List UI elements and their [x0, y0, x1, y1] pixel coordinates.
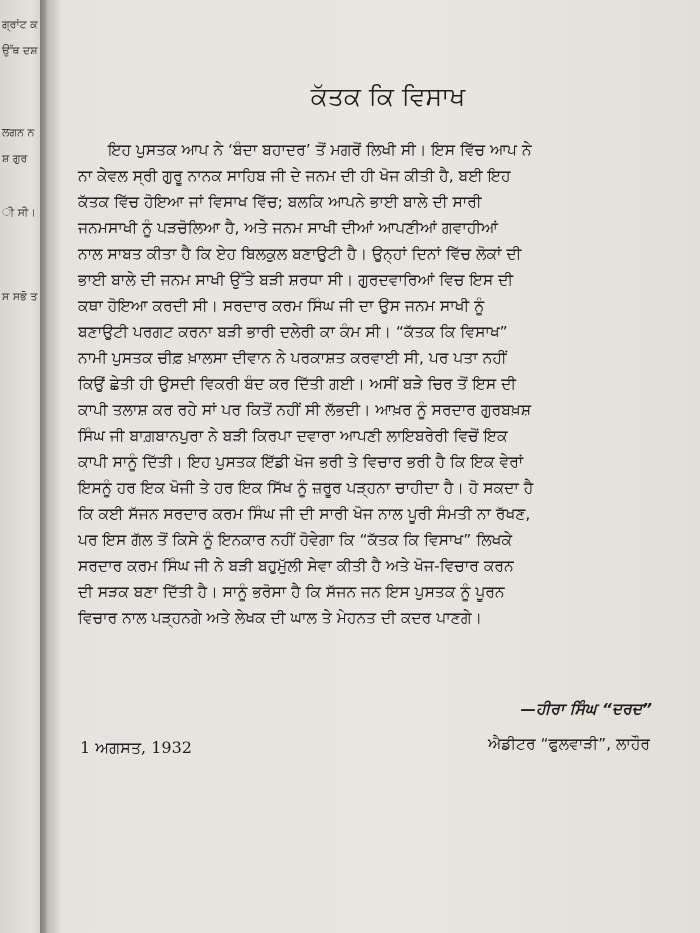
body-line: ਕਿ ਕਈ ਸੱਜਨ ਸਰਦਾਰ ਕਰਮ ਸਿੰਘ ਜੀ ਦੀ ਸਾਰੀ ਖੋਜ ਨਾਲ ਪੂਰੀ ਸੰਮਤੀ ਨਾ ਰੱਖਣ,	[78, 505, 531, 523]
editor-attribution: ਐਡੀਟਰ “ਫੁਲਵਾੜੀ”, ਲਾਹੌਰ	[488, 735, 650, 753]
publication-date: 1 ਅਗਸਤ, 1932	[80, 738, 192, 757]
facing-page-fragment: ਉੱਥ ਦਸ਼	[2, 44, 38, 57]
body-line: ਨਾਲ ਸਾਬਤ ਕੀਤਾ ਹੈ ਕਿ ਏਹ ਬਿਲਕੁਲ ਬਣਾਉਟੀ ਹੈ। ਉਨ੍ਹਾਂ ਦਿਨਾਂ ਵਿੱਚ ਲੋਕਾਂ ਦੀ	[78, 245, 522, 263]
body-line: ਸਿੰਘ ਜੀ ਬਾਗ਼ਬਾਨਪੁਰਾ ਨੇ ਬੜੀ ਕਿਰਪਾ ਦਵਾਰਾ ਆਪਣੀ ਲਾਇਬਰੇਰੀ ਵਿਚੋਂ ਇਕ	[78, 427, 508, 445]
body-line: ਇਹ ਪੁਸਤਕ ਆਪ ਨੇ ‘ਬੰਦਾ ਬਹਾਦਰ’ ਤੋਂ ਮਗਰੋਂ ਲਿਖੀ ਸੀ। ਇਸ ਵਿੱਚ ਆਪ ਨੇ	[108, 141, 532, 159]
body-line: ਕਥਾ ਹੋਇਆ ਕਰਦੀ ਸੀ। ਸਰਦਾਰ ਕਰਮ ਸਿੰਘ ਜੀ ਦਾ ਉਸ ਜਨਮ ਸਾਖੀ ਨੂੰ	[78, 297, 485, 315]
body-line: ਪਰ ਇਸ ਗੱਲ ਤੋਂ ਕਿਸੇ ਨੂੰ ਇਨਕਾਰ ਨਹੀਂ ਹੋਵੇਗਾ ਕਿ “ਕੱਤਕ ਕਿ ਵਿਸਾਖ” ਲਿਖਕੇ	[78, 531, 513, 549]
body-line: ਸਰਦਾਰ ਕਰਮ ਸਿੰਘ ਜੀ ਨੇ ਬੜੀ ਬਹੁਮੁੱਲੀ ਸੇਵਾ ਕੀਤੀ ਹੈ ਅਤੇ ਖੋਜ-ਵਿਚਾਰ ਕਰਨ	[78, 557, 514, 575]
facing-page-fragment: ਸ ਸਭੋ ਤ	[2, 290, 38, 303]
body-line: ਨਾ ਕੇਵਲ ਸ੍ਰੀ ਗੁਰੂ ਨਾਨਕ ਸਾਹਿਬ ਜੀ ਦੇ ਜਨਮ ਦੀ ਹੀ ਖੋਜ ਕੀਤੀ ਹੈ, ਬਈ ਇਹ	[78, 167, 511, 185]
body-line: ਬਣਾਉਟੀ ਪਰਗਟ ਕਰਨਾ ਬੜੀ ਭਾਰੀ ਦਲੇਰੀ ਕਾ ਕੰਮ ਸੀ। “ਕੱਤਕ ਕਿ ਵਿਸਾਖ”	[78, 323, 508, 341]
page-title: ਕੱਤਕ ਕਿ ਵਿਸਾਖ	[310, 82, 466, 111]
body-line: ਭਾਈ ਬਾਲੇ ਦੀ ਜਨਮ ਸਾਖੀ ਉੱਤੇ ਬੜੀ ਸ਼ਰਧਾ ਸੀ। ਗੁਰਦਵਾਰਿਆਂ ਵਿਚ ਇਸ ਦੀ	[78, 271, 514, 289]
body-line: ਨਾਮੀ ਪੁਸਤਕ ਚੀਫ਼ ਖ਼ਾਲਸਾ ਦੀਵਾਨ ਨੇ ਪਰਕਾਸ਼ਤ ਕਰਵਾਈ ਸੀ, ਪਰ ਪਤਾ ਨਹੀਂ	[78, 349, 507, 367]
body-line: ਕਾਪੀ ਤਲਾਸ਼ ਕਰ ਰਹੇ ਸਾਂ ਪਰ ਕਿਤੋਂ ਨਹੀਂ ਸੀ ਲੱਭਦੀ। ਆਖ਼ਰ ਨੂੰ ਸਰਦਾਰ ਗੁਰਬਖ਼ਸ਼	[78, 401, 532, 419]
body-line: ਕੱਤਕ ਵਿੱਚ ਹੋਇਆ ਜਾਂ ਵਿਸਾਖ ਵਿੱਚ; ਬਲਕਿ ਆਪਨੇ ਭਾਈ ਬਾਲੇ ਦੀ ਸਾਰੀ	[78, 193, 482, 211]
main-page	[58, 0, 700, 933]
facing-page-fragment: ਗ੍ਰਾਂਟ ਕ	[2, 18, 38, 31]
facing-page-fragment: ਲਗਨ ਨ	[2, 126, 35, 139]
author-signature: —ਹੀਰਾ ਸਿੰਘ “ਦਰਦ”	[520, 700, 652, 718]
facing-page-fragment: ਸ਼ ਗੁਰ	[2, 152, 28, 165]
body-line: ਕਾਪੀ ਸਾਨੂੰ ਦਿੱਤੀ। ਇਹ ਪੁਸਤਕ ਇੱਡੀ ਖੋਜ ਭਰੀ ਤੇ ਵਿਚਾਰ ਭਰੀ ਹੈ ਕਿ ਇਕ ਵੇਰਾਂ	[78, 453, 524, 471]
body-line: ਵਿਚਾਰ ਨਾਲ ਪੜ੍ਹਨਗੇ ਅਤੇ ਲੇਖਕ ਦੀ ਘਾਲ ਤੇ ਮੇਹਨਤ ਦੀ ਕਦਰ ਪਾਣਗੇ।	[78, 609, 482, 627]
body-line: ਜਨਮਸਾਖੀ ਨੂੰ ਪੜਚੋਲਿਆ ਹੈ, ਅਤੇ ਜਨਮ ਸਾਖੀ ਦੀਆਂ ਆਪਣੀਆਂ ਗਵਾਹੀਆਂ	[78, 219, 498, 237]
facing-page-fragment: ੀ ਸੀ।	[2, 206, 36, 219]
body-line: ਕਿਉਂ ਛੇਤੀ ਹੀ ਉਸਦੀ ਵਿਕਰੀ ਬੰਦ ਕਰ ਦਿੱਤੀ ਗਈ। ਅਸੀਂ ਬੜੇ ਚਿਰ ਤੋਂ ਇਸ ਦੀ	[78, 375, 517, 393]
body-line: ਇਸਨੂੰ ਹਰ ਇਕ ਖੋਜੀ ਤੇ ਹਰ ਇਕ ਸਿੱਖ ਨੂੰ ਜ਼ਰੂਰ ਪੜ੍ਹਨਾ ਚਾਹੀਦਾ ਹੈ। ਹੋ ਸਕਦਾ ਹੈ	[78, 479, 534, 497]
body-line: ਦੀ ਸੜਕ ਬਣਾ ਦਿੱਤੀ ਹੈ। ਸਾਨੂੰ ਭਰੋਸਾ ਹੈ ਕਿ ਸੱਜਨ ਜਨ ਇਸ ਪੁਸਤਕ ਨੂੰ ਪੂਰਨ	[78, 583, 505, 601]
